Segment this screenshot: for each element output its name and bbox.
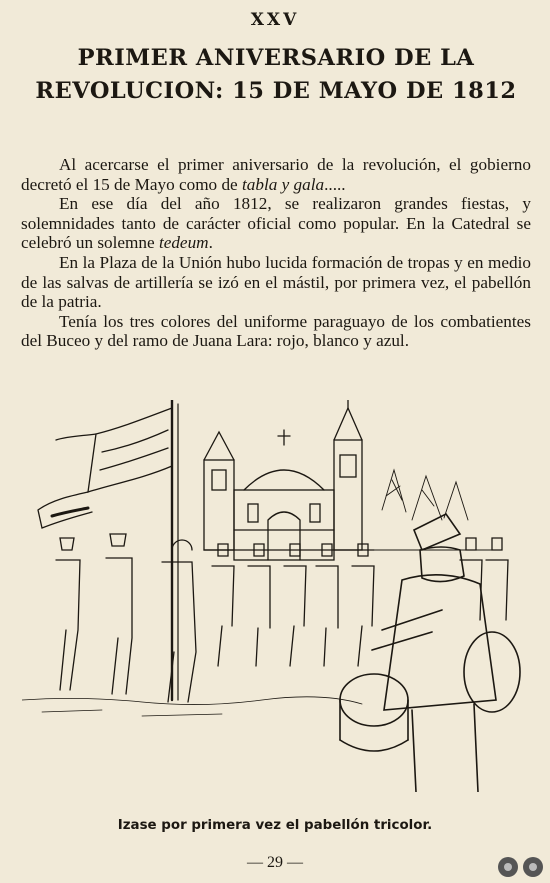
flagpole-and-flag: [38, 400, 178, 700]
paragraph-2-emphasis: tedeum: [158, 233, 209, 253]
illustration-caption: Izase por primera vez el pabellón tricolor.: [117, 818, 433, 833]
paragraph-1-ellipsis: .....: [324, 174, 346, 194]
corner-ornament-icon: [496, 856, 546, 878]
paragraph-2-text: En ese día del año 1812, se realizaron grandes fiestas, y solemnidades tanto de carácter oficial como popular. En la Catedral se celebró un solemne: [21, 194, 531, 253]
page-number: — 29 —: [247, 854, 303, 871]
chapter-title: [18, 42, 534, 108]
paragraph-2: [21, 194, 531, 253]
title-line-1: PRIMER ANIVERSARIO DE LA: [77, 45, 475, 71]
paragraph-4: Tenía los tres colores del uniforme paraguayo de los combatientes del Buceo y del ramo de Juana Lara: rojo, blanco y azul.: [21, 311, 531, 351]
paragraph-1-emphasis: tabla y gala: [241, 174, 325, 194]
paragraph-1: [21, 155, 531, 194]
paragraph-1-text: Al acercarse el primer aniversario de la revolución, el gobierno decretó el 15 de Mayo como de: [21, 155, 531, 194]
flag-raising-illustration: [22, 400, 530, 792]
ground-lines: [22, 697, 362, 716]
chapter-number: XXV: [250, 10, 300, 30]
soldiers-drawing: [56, 534, 508, 702]
paragraph-2-end: .: [208, 233, 213, 253]
paragraph-3: En la Plaza de la Unión hubo lucida formación de tropas y en medio de las salvas de artillería se izó en el mástil, por primera vez, el pabellón de la patria.: [21, 252, 531, 312]
body-text: [21, 155, 531, 351]
cathedral-drawing: [204, 400, 374, 560]
title-line-2: REVOLUCION: 15 DE MAYO DE 1812: [35, 78, 517, 104]
